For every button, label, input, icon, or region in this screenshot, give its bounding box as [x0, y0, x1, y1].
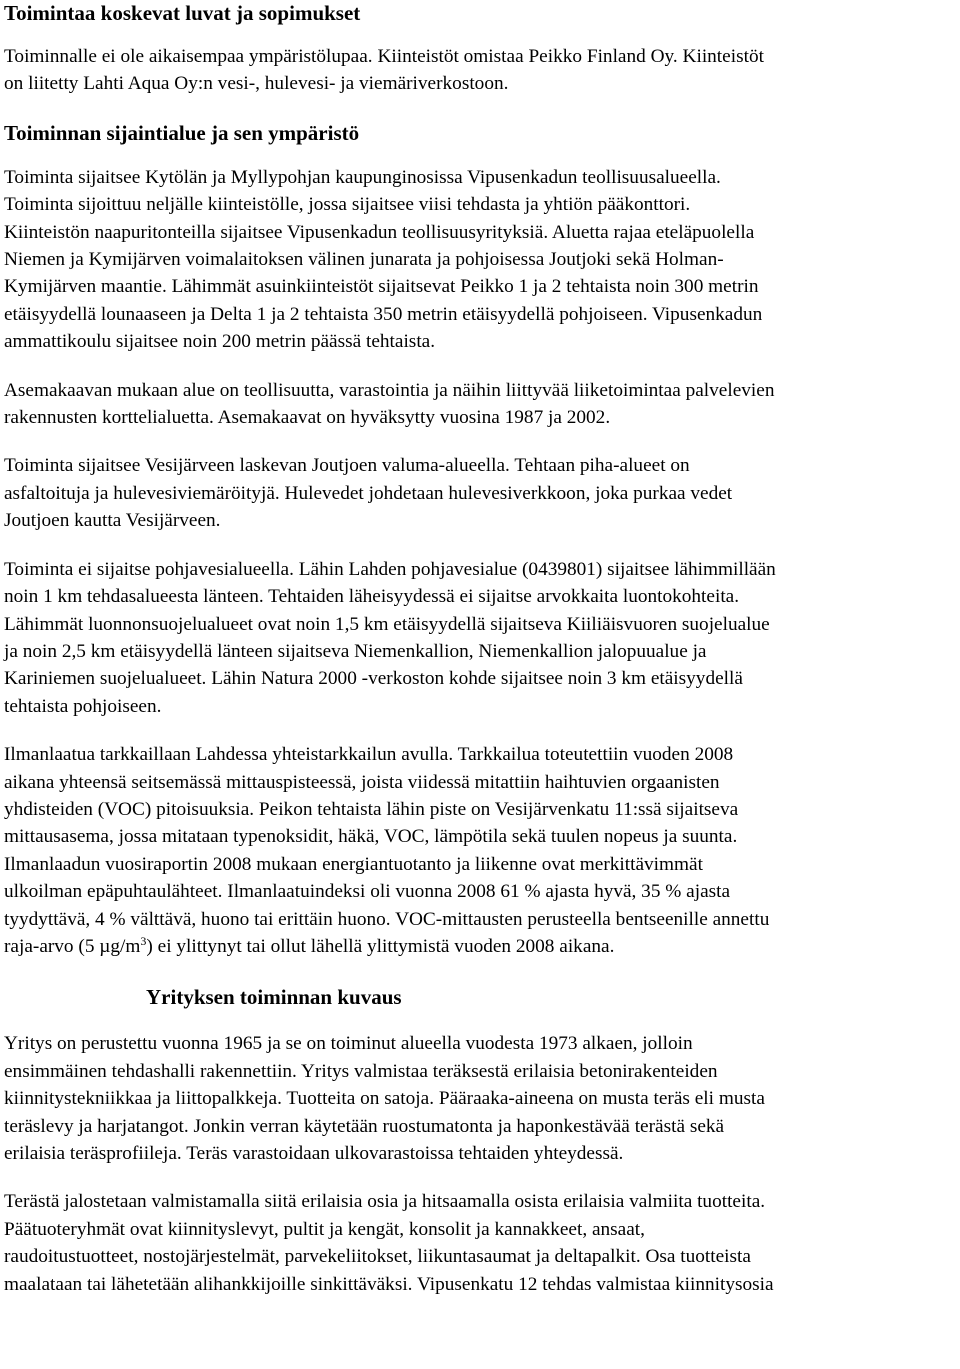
- paragraph-products: Terästä jalostetaan valmistamalla siitä erilaisia osia ja hitsaamalla osista erilaisia valmiita tuotteita. Päätuoteryhmät ovat kiinnityslevyt, pultit ja kengät, konsolit ja kannakkeet, ansaat, raudoitustuotteet, nostojärjestelmät, parvekeliitokset, liikuntasaumat ja deltapalkit. Osa tuotteista maalataan tai lähetetään alihankkijoille sinkittäväksi. Vipusenkatu 12 tehdas valmistaa kiinnitysosia: [4, 1191, 774, 1295]
- section-heading-company: Yrityksen toiminnan kuvaus: [146, 985, 402, 1010]
- document-page: [4, 0, 956, 1298]
- section-heading-permits: Toimintaa koskevat luvat ja sopimukset: [4, 1, 361, 25]
- paragraph-permits: Toiminnalle ei ole aikaisempaa ympäristölupaa. Kiinteistöt omistaa Peikko Finland Oy. Kiinteistöt on liitetty Lahti Aqua Oy:n vesi-, hulevesi- ja viemäriverkostoon.: [4, 46, 764, 95]
- paragraph-zoning: Asemakaavan mukaan alue on teollisuutta, varastointia ja näihin liittyvää liiketoimintaa palvelevien rakennusten korttelialuetta. Asemakaavat on hyväksytty vuosina 1987 ja 2002.: [4, 379, 775, 429]
- benzene-line: raja-arvo (5 $\mu g/m^3$) ei ylittynyt tai ollut lähellä ylittymistä vuoden 2008 aikana.: [4, 933, 615, 957]
- paragraph-stormwater: Toiminta sijaitsee Vesijärveen laskevan Joutjoen valuma-alueella. Tehtaan piha-alueet on asfaltoituja ja hulevesiviemäröityjä. Hulevedet johdetaan hulevesiverkkoon, joka purkaa vedet Joutjoen kautta Vesijärveen.: [4, 455, 733, 532]
- paragraph-groundwater-nature: Toiminta ei sijaitse pohjavesialueella. Lähin Lahden pohjavesialue (0439801) sijaitsee lähimmillään noin 1 km tehdasalueesta länteen. Tehtaiden läheisyydessä ei sijaitse arvokkaita luontokohteita. Lähimmät luonnonsuojelualueet ovat noin 1,5 km etäisyydellä sijaitseva Kiiliäisvuoren suojelualue ja noin 2,5 km etäisyydellä länteen sijaitseva Niemenkallion, Niemenkallion jalopuualue ja Kariniemen suojelualueet. Lähin Natura 2000 -verkoston kohde sijaitsee noin 3 km etäisyydellä tehtaista pohjoiseen.: [4, 558, 776, 717]
- section-heading-location: Toiminnan sijaintialue ja sen ympäristö: [4, 120, 360, 145]
- paragraph-company-history: Yritys on perustettu vuonna 1965 ja se on toiminut alueella vuodesta 1973 alkaen, jolloin ensimmäinen tehdashalli rakennettiin. Yritys valmistaa teräksestä erilaisia betonirakenteiden kiinnitystekniikkaa ja liittopalkkeja. Tuotteita on satoja. Pääraaka-aineena on musta teräs eli musta teräslevy ja harjatangot. Jonkin verran käytetään ruostumatonta ja haponkestävää terästä sekä erilaisia teräsprofiileja. Teräs varastoidaan ulkovarastoissa tehtaiden yhteydessä.: [4, 1033, 765, 1164]
- paragraph-location: Toiminta sijaitsee Kytölän ja Myllypohjan kaupunginosissa Vipusenkadun teollisuusalueella. Toiminta sijoittuu neljälle kiinteistölle, jossa sijaitsee viisi tehdasta ja yhtiön pääkonttori. Kiinteistön naapuritonteilla sijaitsee Vipusenkadun teollisuusyrityksiä. Aluetta rajaa eteläpuolella Niemen ja Kymijärven voimalaitoksen välinen junarata ja pohjoisessa Joutjoki sekä Holman- Kymijärven maantie. Lähimmät asuinkiinteistöt sijaitsevat Peikko 1 ja 2 tehtaista noin 300 metrin etäisyydellä lounaaseen ja Delta 1 ja 2 tehtaista 350 metrin etäisyydellä pohjoiseen. Vipusenkadun ammattikoulu sijaitsee noin 200 metrin päässä tehtaista.: [4, 166, 763, 353]
- paragraph-air-quality: Ilmanlaatua tarkkaillaan Lahdessa yhteistarkkailun avulla. Tarkkailua toteutettiin vuoden 2008 aikana yhteensä seitsemässä mittauspisteessä, joista viidessä mitattiin haihtuvien orgaanisten yhdisteiden (VOC) pitoisuuksia. Peikon tehtaista lähin piste on Vesijärvenkatu 11:ssä sijaitseva mittausasema, jossa mitataan typenoksidit, häkä, VOC, lämpötila sekä tuulen nopeus ja suunta. Ilmanlaadun vuosiraportin 2008 mukaan energiantuotanto ja liikenne ovat merkittävimmät ulkoilman epäpuhtaulähteet. Ilmanlaatuindeksi oli vuonna 2008 61 % ajasta hyvä, 35 % ajasta tyydyttävä, 4 % välttävä, huono tai erittäin huono. VOC-mittausten perusteella bentseenille annettu raja-arvo (5 $\mu g/m^3$) ei ylittynyt tai ollut lähellä ylittymistä vuoden 2008 aikana.: [4, 744, 770, 957]
- superscript-3: 3: [140, 933, 147, 948]
